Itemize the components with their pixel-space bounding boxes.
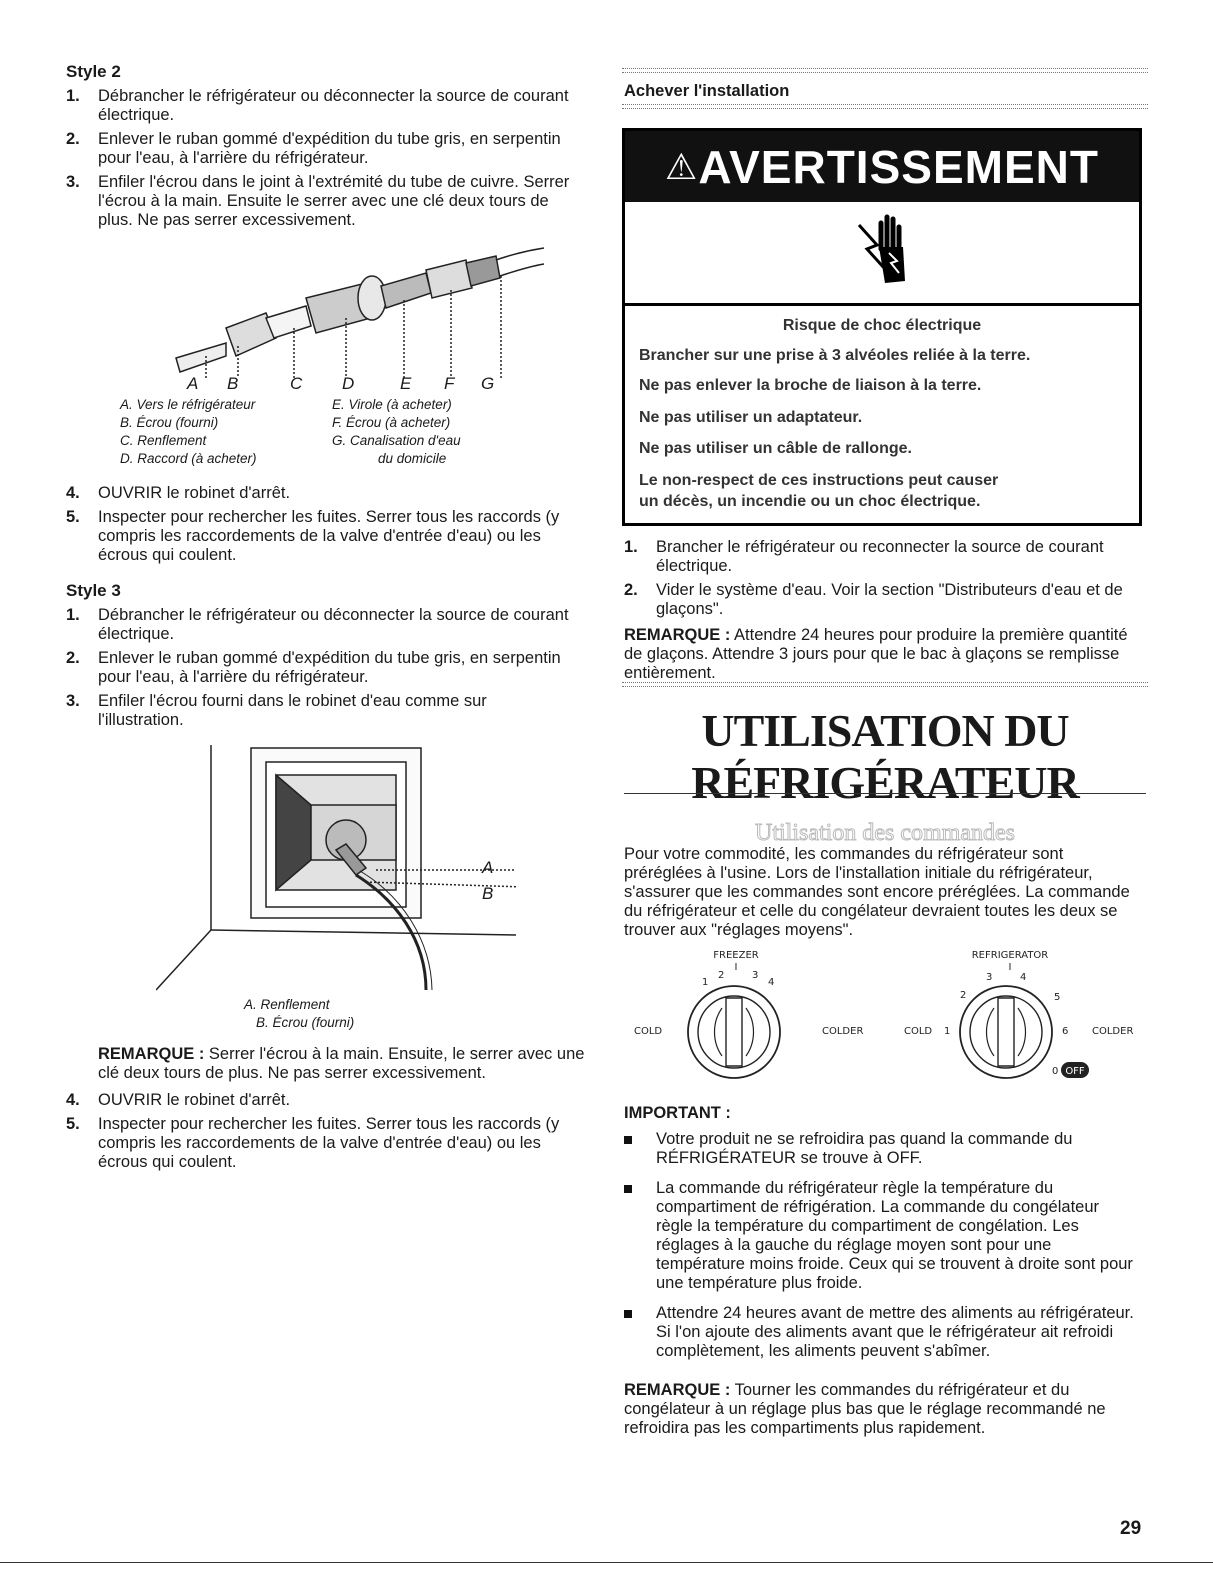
style2-steps-continued <box>66 484 576 570</box>
page-title: UTILISATION DU RÉFRIGÉRATEUR <box>691 705 1079 808</box>
list-item: 3. Enfiler l'écrou dans le joint à l'extrémité du tube de cuivre. Serrer l'écrou à la main. Ensuite le serrer avec une clé deux tours de plus. Ne pas serrer excessivement. <box>66 173 570 229</box>
water-valve-illustration <box>156 740 516 998</box>
controls-note: REMARQUE : Tourner les commandes du réfrigérateur et du congélateur à un réglage plus bas que le réglage recommandé ne refroidira pas les compartiments plus rapidement. <box>624 1381 1106 1437</box>
section-subtitle: Utilisation des commandes <box>755 820 1015 846</box>
svg-text:3: 3 <box>986 972 993 983</box>
page-number: 29 <box>1120 1518 1142 1539</box>
svg-text:4: 4 <box>768 977 775 988</box>
svg-text:6: 6 <box>1062 1026 1069 1037</box>
bullet-icon <box>624 1136 632 1144</box>
svg-text:2: 2 <box>718 970 725 981</box>
warning-header <box>625 131 1139 202</box>
style2-steps <box>66 87 576 235</box>
important-bullets <box>624 1130 1140 1372</box>
warning-line-1: Risque de choc électrique <box>782 317 982 334</box>
svg-text:2: 2 <box>960 990 967 1001</box>
list-item: 5. Inspecter pour rechercher les fuites. Serrer tous les raccords (y compris les raccordements de la valve d'entrée d'eau) ou les écrous qui coulent. <box>66 508 560 564</box>
completion-steps <box>624 538 1144 624</box>
svg-text:COLDER: COLDER <box>1092 1026 1134 1037</box>
svg-text:3: 3 <box>752 970 759 981</box>
svg-text:1: 1 <box>944 1026 951 1037</box>
svg-text:0: 0 <box>1052 1066 1059 1077</box>
style3-legend: A. Renflement B. Écrou (fourni) <box>244 997 355 1030</box>
warning-line-5: Ne pas utiliser un câble de rallonge. <box>639 440 912 457</box>
style3-heading: Style 3 <box>66 581 121 600</box>
divider <box>622 68 1148 73</box>
list-item: 2. Enlever le ruban gommé d'expédition du tube gris, en serpentin pour l'eau, à l'arrière du réfrigérateur. <box>66 649 561 686</box>
list-item: 3. Enfiler l'écrou fourni dans le robinet d'eau comme sur l'illustration. <box>66 692 487 729</box>
warning-triangle-icon: ⚠ <box>665 146 699 187</box>
svg-text:COLDER: COLDER <box>822 1026 864 1037</box>
warning-divider <box>625 303 1139 306</box>
list-item: 1. Débrancher le réfrigérateur ou déconnecter la source de courant électrique. <box>66 606 569 643</box>
ice-note: REMARQUE : Attendre 24 heures pour produire la première quantité de glaçons. Attendre 3 jours pour que le bac à glaçons se remplisse entièrement. <box>624 626 1128 682</box>
list-item: 1. Brancher le réfrigérateur ou reconnecter la source de courant électrique. <box>624 538 1104 575</box>
freezer-dial <box>634 950 863 1078</box>
refrigerator-label: REFRIGERATOR <box>971 950 1049 961</box>
svg-text:COLD: COLD <box>904 1026 933 1037</box>
style3-steps <box>66 606 576 735</box>
warning-line-6: Le non-respect de ces instructions peut causer <box>639 472 999 489</box>
important-heading: IMPORTANT : <box>624 1104 731 1122</box>
svg-text:I: I <box>734 962 738 973</box>
list-item: 2. Vider le système d'eau. Voir la section "Distributeurs d'eau et de glaçons". <box>624 581 1123 618</box>
freezer-label: FREEZER <box>713 950 759 961</box>
electric-shock-hand-icon <box>855 211 919 297</box>
control-dials <box>622 942 1148 1092</box>
style2-legend-right: E. Virole (à acheter) F. Écrou (à acheter) G. Canalisation d'eau du domicile <box>332 397 461 466</box>
list-item: La commande du réfrigérateur règle la température du compartiment de réfrigération. La commande du congélateur règle la température du compartiment de congélation. Les réglages à la gauche du réglage moyen sont pour une température moins froide. Ceux qui se trouvent à droite sont pour une température plus froide. <box>624 1179 1140 1293</box>
list-item: 2. Enlever le ruban gommé d'expédition du tube gris, en serpentin pour l'eau, à l'arrière du réfrigérateur. <box>66 130 561 167</box>
style3-fig-letter-a: A <box>482 858 494 877</box>
list-item: Attendre 24 heures avant de mettre des aliments au réfrigérateur. Si l'on ajoute des aliments avant que le réfrigérateur ait refroidi complètement, les aliments peuvent s'abîmer. <box>624 1304 1140 1361</box>
title-rule <box>624 793 1146 794</box>
style3-steps-continued <box>66 1091 576 1177</box>
svg-text:OFF: OFF <box>1065 1066 1085 1077</box>
warning-box <box>622 128 1142 526</box>
svg-text:4: 4 <box>1020 972 1027 983</box>
style2-legend-left: A. Vers le réfrigérateur B. Écrou (fourni) C. Renflement D. Raccord (à acheter) <box>120 397 257 466</box>
refrigerator-dial <box>904 950 1133 1078</box>
style2-heading: Style 2 <box>66 62 121 81</box>
list-item: 1. Débrancher le réfrigérateur ou déconnecter la source de courant électrique. <box>66 87 569 124</box>
divider <box>622 682 1148 687</box>
svg-text:1: 1 <box>702 977 709 988</box>
list-item: 4. OUVRIR le robinet d'arrêt. <box>66 1091 291 1109</box>
warning-line-4: Ne pas utiliser un adaptateur. <box>639 409 863 426</box>
bullet-icon <box>624 1310 632 1318</box>
footer-rule <box>0 1562 1213 1563</box>
list-item: 4. OUVRIR le robinet d'arrêt. <box>66 484 291 502</box>
controls-intro: Pour votre commodité, les commandes du réfrigérateur sont préréglées à l'usine. Lors de l'installation initiale du réfrigérateur, s'assurer que les commandes sont encore préréglées. La commande du réfrigérateur et celle du congélateur devraient toutes les deux se trouver aux "réglages moyens". <box>624 845 1130 939</box>
warning-title: AVERTISSEMENT <box>698 141 1099 193</box>
svg-text:COLD: COLD <box>634 1026 663 1037</box>
compression-fitting-illustration <box>166 238 546 388</box>
list-item: Votre produit ne se refroidira pas quand la commande du RÉFRIGÉRATEUR se trouve à OFF. <box>624 1130 1140 1168</box>
svg-text:5: 5 <box>1054 992 1061 1003</box>
divider <box>622 104 1148 109</box>
svg-text:I: I <box>1008 962 1012 973</box>
list-item: 5. Inspecter pour rechercher les fuites. Serrer tous les raccords (y compris les raccordements de la valve d'entrée d'eau) ou les écrous qui coulent. <box>66 1115 560 1171</box>
section-heading: Achever l'installation <box>624 82 790 100</box>
bullet-icon <box>624 1185 632 1193</box>
warning-line-7: un décès, un incendie ou un choc électrique. <box>639 493 981 510</box>
warning-line-2: Brancher sur une prise à 3 alvéoles reliée à la terre. <box>639 347 1031 364</box>
style3-fig-letter-b: B <box>482 884 494 903</box>
style3-note: REMARQUE : Serrer l'écrou à la main. Ensuite, le serrer avec une clé deux tours de plus. Ne pas serrer excessivement. <box>98 1045 585 1082</box>
warning-line-3: Ne pas enlever la broche de liaison à la terre. <box>639 377 982 394</box>
